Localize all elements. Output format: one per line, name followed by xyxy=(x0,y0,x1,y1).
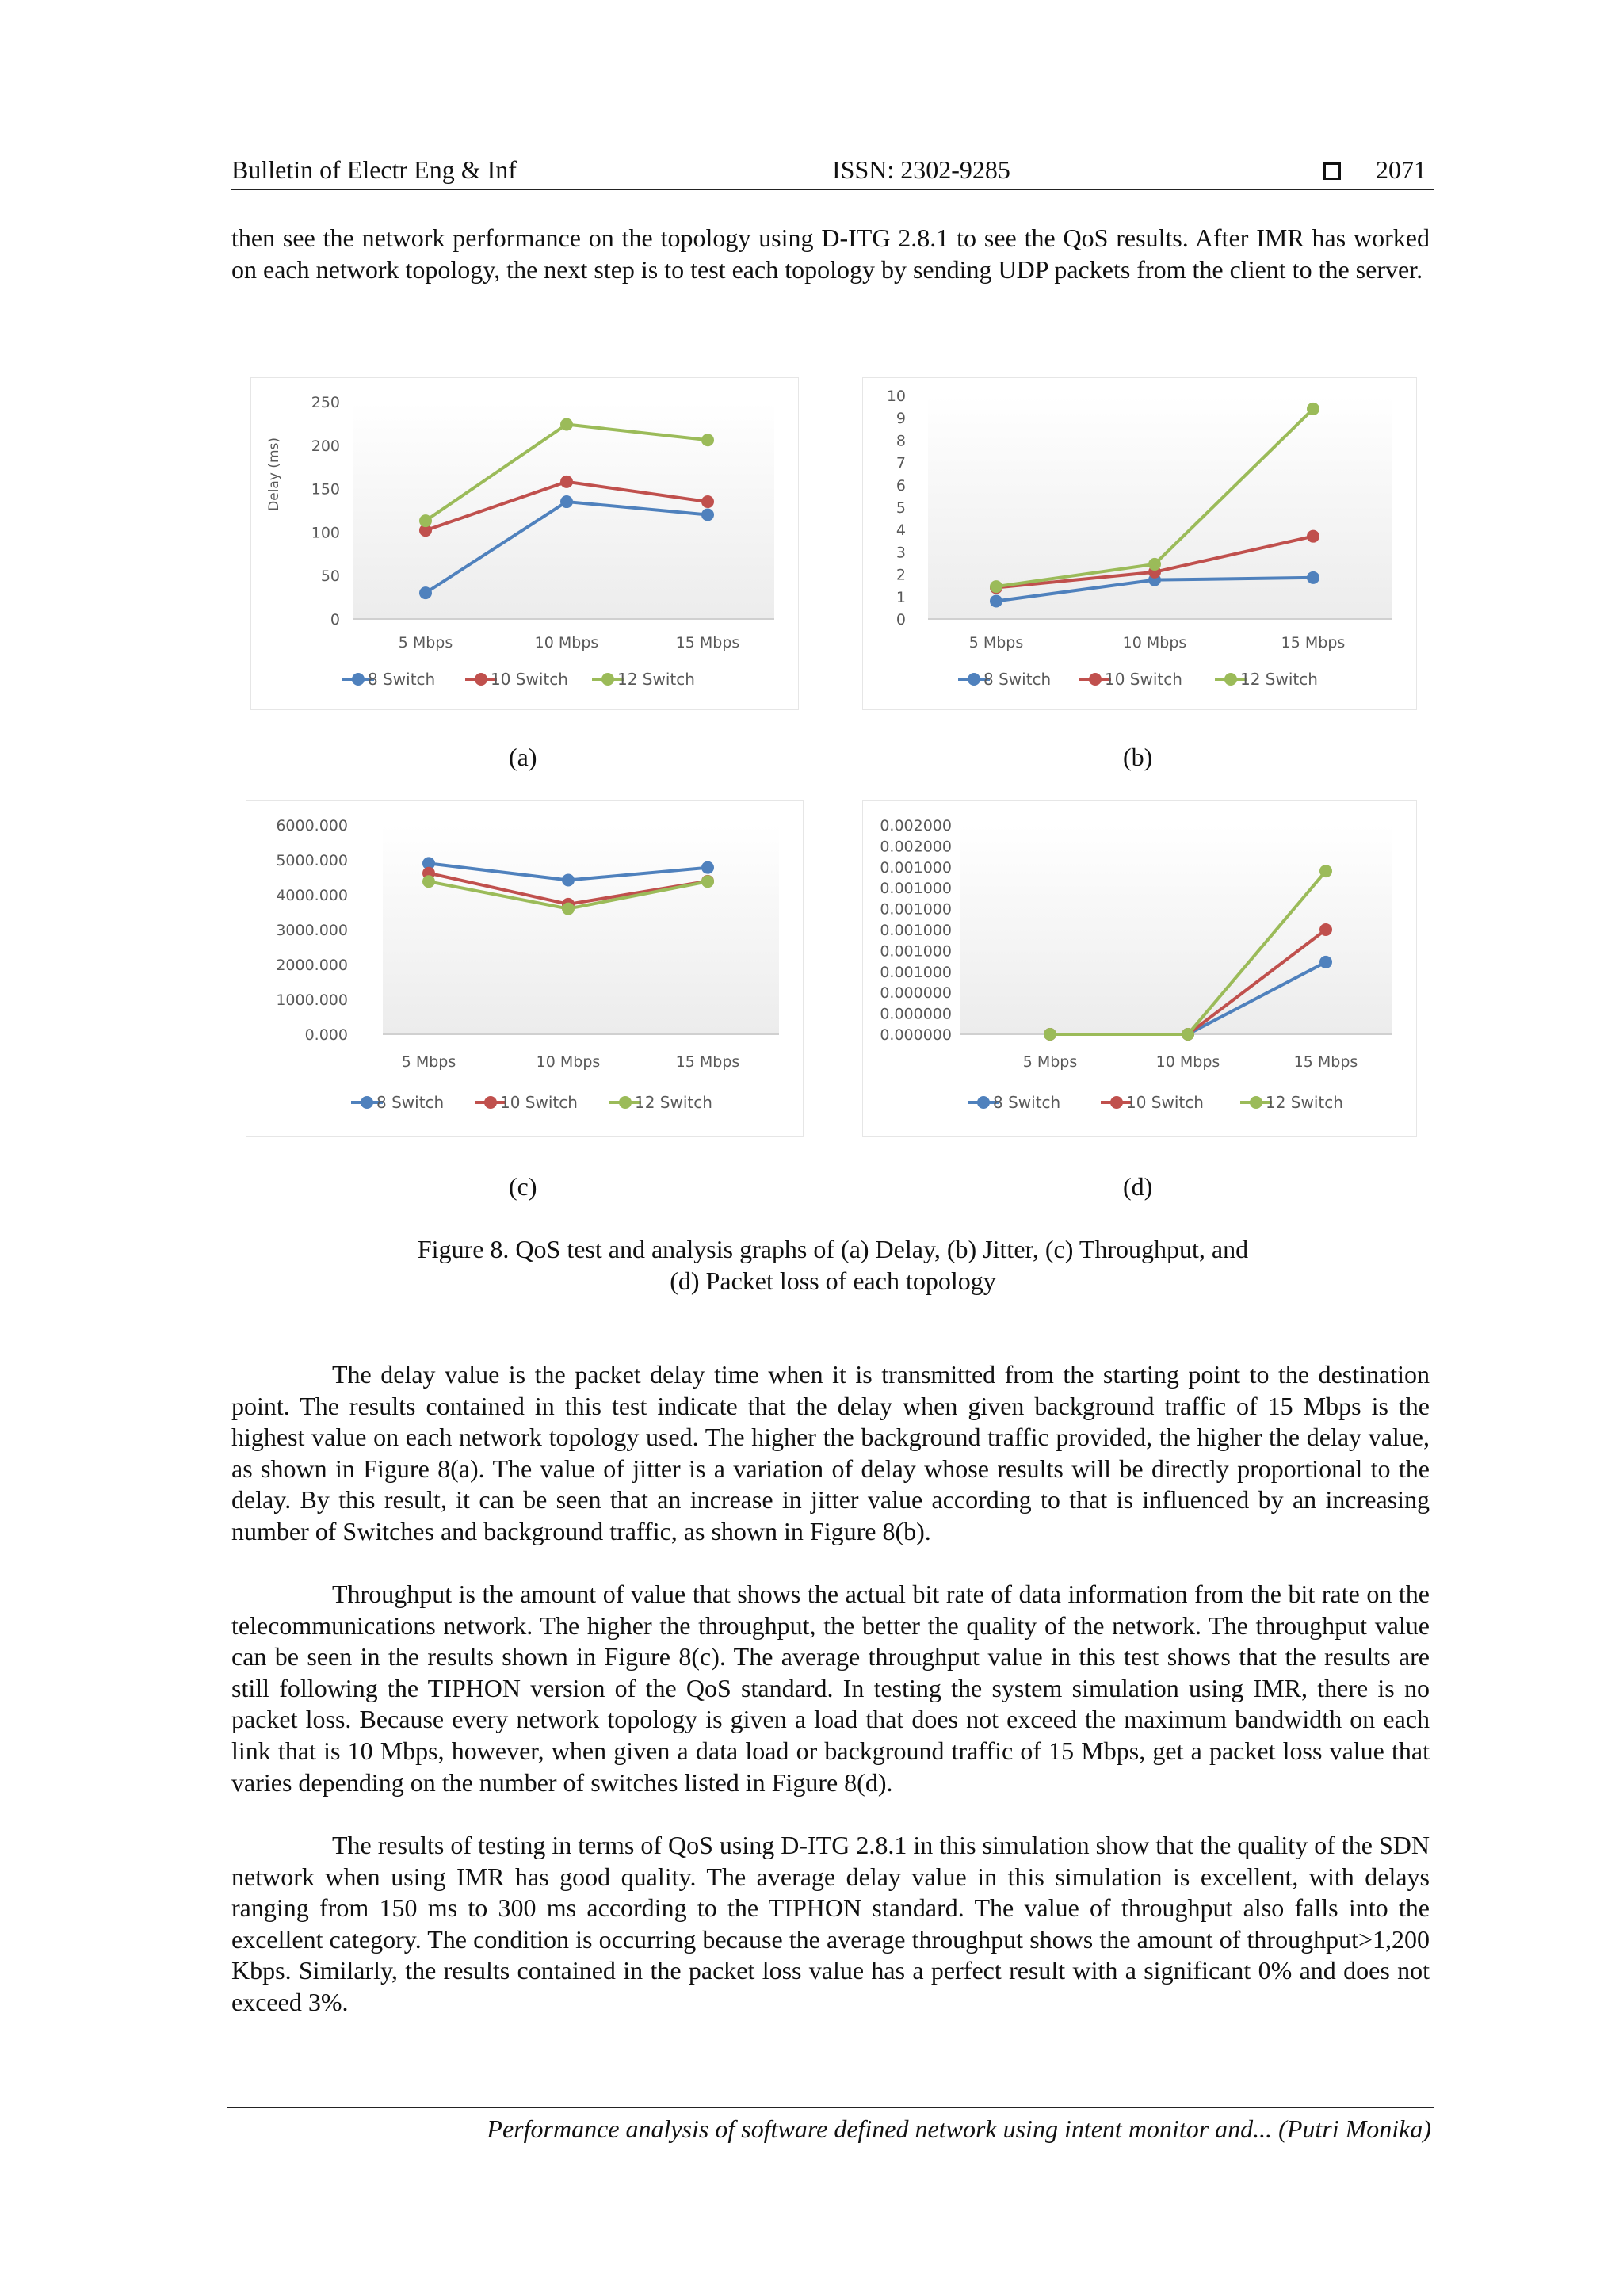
y-tick-label: 0.001000 xyxy=(880,922,952,939)
sublabel-b: (b) xyxy=(1123,743,1153,771)
data-point xyxy=(1319,923,1332,936)
legend-marker xyxy=(352,673,365,686)
sublabel-d: (d) xyxy=(1123,1172,1153,1201)
x-tick-label: 15 Mbps xyxy=(1281,634,1346,651)
chart-b-panel xyxy=(862,377,1417,710)
legend-marker xyxy=(1224,673,1237,686)
legend-label: 8 Switch xyxy=(376,1093,445,1112)
legend-marker xyxy=(1110,1096,1123,1109)
page-number-group xyxy=(1323,155,1426,185)
y-tick-label: 7 xyxy=(896,454,906,472)
y-tick-label: 2 xyxy=(896,566,906,584)
issn: ISSN: 2302-9285 xyxy=(832,155,1010,184)
legend-label: 10 Switch xyxy=(500,1093,578,1112)
y-tick-label: 8 xyxy=(896,432,906,450)
journal-name: Bulletin of Electr Eng & Inf xyxy=(231,155,517,184)
y-tick-label: 0.001000 xyxy=(880,858,952,877)
y-tick-label: 0.002000 xyxy=(880,838,952,856)
legend-label: 12 Switch xyxy=(1240,670,1318,689)
sublabel-a: (a) xyxy=(509,743,537,771)
figure-caption xyxy=(231,1233,1434,1297)
y-tick-label: 0.001000 xyxy=(880,963,952,981)
checkbox-square-icon xyxy=(1323,162,1341,180)
x-tick-label: 5 Mbps xyxy=(398,634,453,651)
x-tick-label: 15 Mbps xyxy=(1293,1053,1358,1071)
y-tick-label: 10 xyxy=(886,388,906,405)
y-tick-label: 6 xyxy=(896,476,906,495)
body-paragraph-delay: The delay value is the packet delay time when it is transmitted from the starting point to the destination point. The results contained in this test indicate that the delay when given background traffic of 15 Mbps is the highest value on each network topology used. The higher the background traffic provided, the higher the delay value, as shown in Figure 8(a). The value of jitter is a variation of delay whose results will be directly proportional to the delay. By this result, it can be seen that an increase in jitter value according to that is influenced by an increasing number of Switches and background traffic, as shown in Figure 8(b). xyxy=(231,1360,1430,1545)
data-point xyxy=(560,476,573,488)
data-point xyxy=(1319,956,1332,968)
y-tick-label: 0.001000 xyxy=(880,942,952,961)
y-tick-label: 3 xyxy=(896,544,906,562)
data-point xyxy=(1319,865,1332,877)
running-footer xyxy=(227,2107,1434,2143)
data-point xyxy=(701,861,714,874)
sublabel-c: (c) xyxy=(509,1172,537,1201)
legend-marker xyxy=(977,1096,990,1109)
y-tick-label: 3000.000 xyxy=(276,922,348,939)
y-tick-label: 4 xyxy=(896,521,906,540)
chart-jitter xyxy=(863,378,1416,709)
data-point xyxy=(701,875,714,888)
caption-line-2: (d) Packet loss of each topology xyxy=(670,1266,996,1295)
data-point xyxy=(1044,1028,1056,1041)
chart-throughput xyxy=(246,801,803,1136)
data-point xyxy=(422,875,435,888)
data-point xyxy=(560,495,573,508)
legend-marker xyxy=(601,673,614,686)
y-tick-label: 0.000 xyxy=(304,1026,348,1044)
data-point xyxy=(701,508,714,521)
x-tick-label: 5 Mbps xyxy=(968,634,1024,651)
x-tick-label: 5 Mbps xyxy=(401,1053,456,1071)
y-tick-label: 0 xyxy=(896,611,906,628)
y-tick-label: 250 xyxy=(311,394,340,411)
legend-label: 8 Switch xyxy=(993,1093,1061,1112)
legend-marker xyxy=(361,1096,373,1109)
data-point xyxy=(990,580,1002,593)
body-paragraph-results: The results of testing in terms of QoS using D-ITG 2.8.1 in this simulation show that the quality of the SDN network when using IMR has good quality. The average delay value in this simulation is excellent, with delays ranging from 150 ms to 300 ms according to the TIPHON standard. The value of throughput also falls into the excellent category. The condition is occurring because the average throughput shows the amount of throughput>1,200 Kbps. Similarly, the results contained in the packet loss value has a perfect result with a significant 0% and does not exceed 3%. xyxy=(231,1831,1430,2016)
y-tick-label: 0.001000 xyxy=(880,900,952,919)
data-point xyxy=(562,903,575,915)
y-tick-label: 0 xyxy=(330,611,340,628)
y-tick-label: 200 xyxy=(311,437,340,455)
data-point xyxy=(419,586,432,599)
chart-d-panel xyxy=(862,800,1417,1137)
legend-label: 12 Switch xyxy=(1266,1093,1343,1112)
x-tick-label: 15 Mbps xyxy=(675,1053,740,1071)
y-tick-label: 0.002000 xyxy=(880,817,952,835)
y-tick-label: 50 xyxy=(320,567,340,586)
legend-marker xyxy=(619,1096,632,1109)
x-tick-label: 5 Mbps xyxy=(1022,1053,1078,1071)
x-tick-label: 10 Mbps xyxy=(1155,1053,1220,1071)
footer-text: Performance analysis of software defined network using intent monitor and... (Putri Monika) xyxy=(487,2115,1431,2143)
y-tick-label: 6000.000 xyxy=(276,817,348,835)
y-tick-label: 0.000000 xyxy=(880,984,952,1003)
chart-delay xyxy=(251,378,798,709)
data-point xyxy=(1148,558,1161,571)
caption-line-1: Figure 8. QoS test and analysis graphs of (a) Delay, (b) Jitter, (c) Throughput, and xyxy=(417,1235,1249,1263)
legend-label: 10 Switch xyxy=(1126,1093,1204,1112)
data-point xyxy=(1307,571,1319,584)
y-tick-label: 0.001000 xyxy=(880,880,952,898)
y-tick-label: 150 xyxy=(311,480,340,499)
y-tick-label: 100 xyxy=(311,524,340,542)
legend-label: 8 Switch xyxy=(368,670,436,689)
legend-marker xyxy=(968,673,980,686)
data-point xyxy=(562,874,575,887)
chart-packet-loss xyxy=(863,801,1416,1136)
plot-area xyxy=(383,825,779,1034)
intro-paragraph: then see the network performance on the topology using D-ITG 2.8.1 to see the QoS results. After IMR has worked on each network topology, the next step is to test each topology by sending UDP packets from the client to the server. xyxy=(231,223,1430,284)
chart-a-panel xyxy=(250,377,799,710)
data-point xyxy=(1182,1028,1194,1041)
y-axis-title: Delay (ms) xyxy=(266,437,282,511)
body-paragraph-throughput: Throughput is the amount of value that shows the actual bit rate of data information from the bit rate on the telecommunications network. The higher the throughput, the better the quality of the network. The throughput value can be seen in the results shown in Figure 8(c). The average throughput value in this test shows that the results are still following the TIPHON version of the QoS standard. In testing the system simulation using IMR, there is no packet loss. Because every network topology is given a load that does not exceed the maximum bandwidth on each link that is 10 Mbps, however, when given a data load or background traffic of 15 Mbps, get a packet loss value that varies depending on the number of switches listed in Figure 8(d). xyxy=(231,1580,1430,1797)
legend-label: 10 Switch xyxy=(491,670,568,689)
data-point xyxy=(701,495,714,508)
running-header xyxy=(231,154,1434,190)
legend-label: 8 Switch xyxy=(983,670,1052,689)
y-tick-label: 5 xyxy=(896,499,906,517)
chart-c-panel xyxy=(246,800,804,1137)
y-tick-label: 0.000000 xyxy=(880,1026,952,1044)
data-point xyxy=(1307,530,1319,543)
y-tick-label: 1000.000 xyxy=(276,991,348,1009)
legend-label: 12 Switch xyxy=(617,670,695,689)
y-tick-label: 1 xyxy=(896,588,906,606)
data-point xyxy=(701,434,714,446)
x-tick-label: 10 Mbps xyxy=(1122,634,1187,651)
y-tick-label: 0.000000 xyxy=(880,1005,952,1023)
page-number: 2071 xyxy=(1376,155,1426,184)
legend-label: 10 Switch xyxy=(1105,670,1182,689)
legend-marker xyxy=(1089,673,1102,686)
x-tick-label: 10 Mbps xyxy=(534,634,599,651)
legend-marker xyxy=(484,1096,497,1109)
data-point xyxy=(990,594,1002,607)
legend-label: 12 Switch xyxy=(635,1093,712,1112)
data-point xyxy=(560,418,573,430)
y-tick-label: 2000.000 xyxy=(276,957,348,974)
legend-marker xyxy=(475,673,487,686)
legend-marker xyxy=(1250,1096,1262,1109)
x-tick-label: 15 Mbps xyxy=(675,634,740,651)
data-point xyxy=(419,514,432,527)
y-tick-label: 9 xyxy=(896,410,906,428)
data-point xyxy=(1307,403,1319,415)
y-tick-label: 5000.000 xyxy=(276,852,348,869)
x-tick-label: 10 Mbps xyxy=(536,1053,601,1071)
y-tick-label: 4000.000 xyxy=(276,887,348,904)
